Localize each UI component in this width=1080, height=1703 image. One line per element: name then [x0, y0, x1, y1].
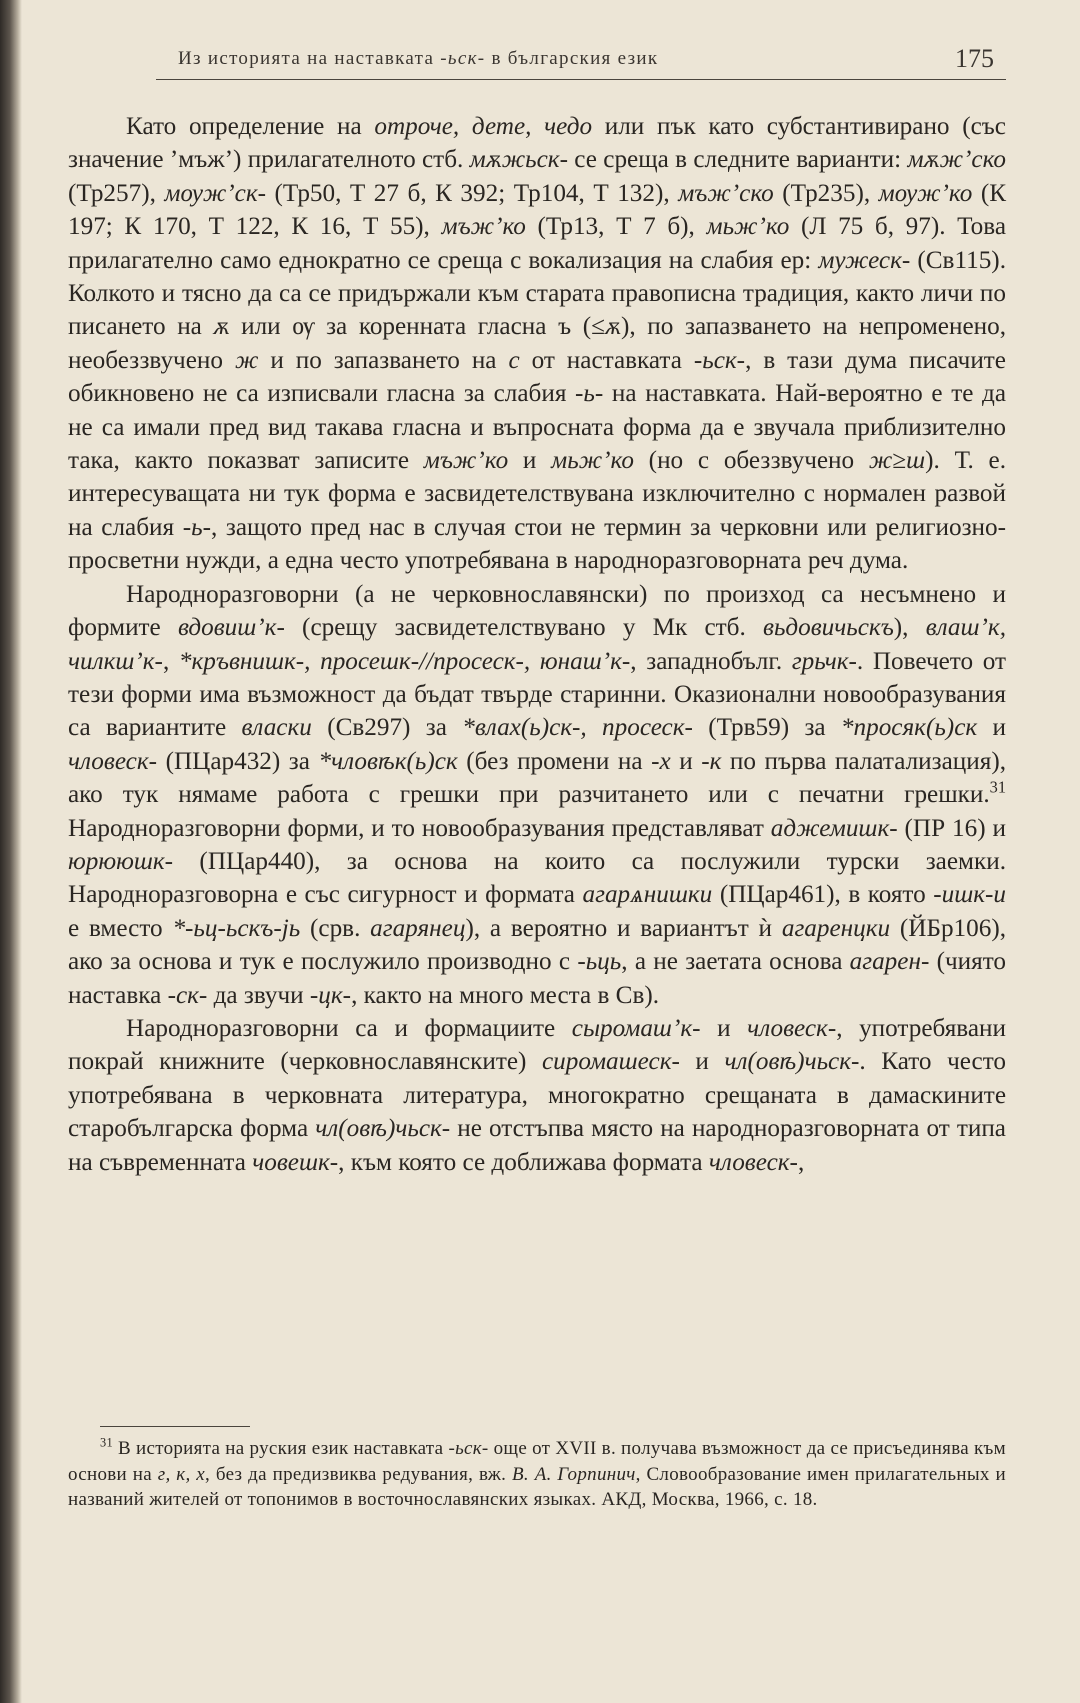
italic-run: -ишк-и — [933, 881, 1007, 909]
footnote-ref: 31 — [100, 1435, 113, 1450]
italic-run: мъж’ко — [441, 213, 526, 241]
text-run: не отстъпва място на народноразговорната от типа на съвременната — [68, 1115, 1006, 1176]
italic-run: аджемишк- — [770, 814, 898, 842]
text-run: (ПР 16) и — [897, 814, 1007, 842]
italic-run: *влах(ь)ск-, просеск- — [462, 714, 693, 742]
text-run: (Св115). Колкото и тясно да са се придържали към старата правописна традиция, както личи по писането на — [68, 246, 1006, 341]
italic-run: ѫ — [604, 313, 621, 341]
paragraph — [68, 110, 1006, 578]
text-run: (Л 75 б, 97). Това прилагателно само еднократно се среща с вокализация на слабия ер: — [68, 213, 1007, 274]
italic-run: В. А. Горпинич — [511, 1463, 636, 1485]
italic-run: ж — [868, 447, 893, 475]
italic-run: отроче, дете, чедо — [374, 113, 593, 140]
text-run: по първа палатализация), ако тук нямаме работа с грешки при разчитането или с печатни грешки. — [68, 747, 1007, 809]
text-run: . Повечето от тези форми има възможност да бъдат твърде старинни. Оказионални новообразувания са вариантите — [68, 647, 1006, 742]
text-run: и — [670, 747, 702, 775]
text-run: (ПЦар440), за основа на които са послужили турски заемки. Народноразговорна е със сигурност и формата — [68, 847, 1006, 909]
italic-run: -ск- — [167, 981, 208, 1009]
body-text — [68, 110, 1006, 1179]
italic-run: мѫжьск- — [469, 146, 568, 174]
italic-run: агарен- — [849, 948, 930, 976]
paragraph — [68, 578, 1006, 1012]
text-run: , както на много места в Св). — [351, 981, 660, 1009]
text-run: В историята на руския език наставката — [112, 1438, 449, 1459]
italic-run: мѫж’ско — [907, 146, 1006, 174]
italic-run: агарѧнишки — [582, 881, 713, 909]
italic-run: мѹж’ко — [878, 179, 973, 207]
italic-run: сыромаш’к- — [571, 1014, 701, 1042]
text-run: , — [162, 647, 179, 675]
italic-run: *чловѣк(ь)ск — [318, 747, 458, 775]
text-run: Като определение на — [126, 113, 375, 140]
italic-run: -цк- — [309, 981, 352, 1009]
text-run: Народноразговорни са и формациите — [126, 1014, 572, 1042]
italic-run: агарянец — [370, 914, 466, 942]
text-run: (Тр13, Т 7 б), — [525, 213, 707, 241]
italic-run: власки — [241, 714, 312, 742]
text-run: (срещу засвидетелствувано у Мк стб. — [284, 614, 764, 642]
italic-run: чловеск- — [747, 1014, 837, 1042]
text-run: още от XVII в. получава възможност да се присъединява към основи на — [68, 1438, 1007, 1485]
italic-run: *просяк(ь)ск — [840, 714, 978, 742]
text-run: Народноразговорни форми, и то новообразувания представляват — [68, 814, 771, 842]
text-run: , западнобълг. — [630, 647, 792, 675]
text-run: (ПЦар461), в която — [712, 881, 934, 909]
text-run: , към която се доближава формата — [338, 1148, 709, 1176]
italic-run: -к — [701, 747, 722, 775]
text-run: . Като често употребявана в черковната литература, многократно срещаната в дамаскините старобългарска форма — [68, 1048, 1007, 1143]
italic-run: -ьск- — [448, 1438, 489, 1459]
italic-run: -ьск- — [693, 346, 746, 374]
italic-run: ж — [234, 346, 259, 374]
text-run: ), — [893, 614, 926, 642]
italic-run: сиромашеск- — [541, 1048, 680, 1076]
italic-run: *-ьц-ьскъ-jь — [172, 914, 301, 942]
header-rule — [156, 79, 1006, 80]
text-run: (чиято наставка — [68, 948, 1007, 1009]
italic-run: чловеск- — [708, 1148, 798, 1176]
text-run: и — [508, 447, 552, 475]
text-run: , Словообразование имен прилагательных и названий жителей от топонимов в восточнославянских языках. АКД, Москва, 1966, с. 18. — [68, 1463, 1006, 1510]
italic-run: мѹж’ск- — [164, 179, 267, 207]
text-run: , — [797, 1148, 805, 1176]
italic-run: чл(овѣ)чьск- — [315, 1115, 451, 1143]
italic-run: вьдовичьскъ — [763, 614, 894, 642]
text-run: (Тр257), — [68, 179, 165, 207]
italic-run: мужеск- — [818, 246, 911, 274]
italic-run: -ь- — [182, 513, 211, 541]
text-run: и по запазването на — [258, 346, 509, 374]
footnote-text — [68, 1436, 1006, 1513]
italic-run: чл(овѣ)чьск- — [724, 1048, 860, 1076]
italic-run: ѫ — [213, 313, 230, 341]
text-run: (Трв59) за — [692, 714, 841, 742]
text-run: (ПЦар432) за — [157, 747, 319, 775]
text-run: , употребявани покрай книжните (черковнославянските) — [68, 1014, 1006, 1076]
text-run: (Св297) за — [311, 714, 463, 742]
text-run: Народноразговорни (а не черковнославянски) по произход са несъмнено и формите — [68, 580, 1006, 642]
running-header — [156, 44, 1006, 84]
italic-run: юрююшк- — [68, 847, 174, 875]
text-run: ≥ — [892, 447, 907, 475]
running-title: Из историята на наставката -ьск- в българския език — [178, 48, 659, 69]
text-run: или пък като субстантивирано (със значение ’мъж’) прилагателното стб. — [68, 113, 1006, 174]
italic-run: човешк- — [252, 1148, 339, 1176]
text-run: и — [977, 714, 1006, 742]
text-run: (Тр235), — [773, 179, 879, 207]
italic-run: ш — [906, 447, 926, 475]
text-run: е вместо — [68, 914, 173, 942]
text-run: , без да предизвиква редувания, вж. — [205, 1463, 512, 1485]
footnote — [68, 1436, 1006, 1513]
text-run: и — [700, 1014, 748, 1042]
italic-run: вдовиш’к- — [177, 614, 285, 642]
text-run: от наставката — [519, 346, 694, 374]
italic-run: грьчк- — [791, 647, 857, 675]
text-run: , в тази дума писачите обикновено не са изписвали гласна за слабия — [68, 346, 1006, 408]
text-run: се среща в следните варианти: — [567, 146, 908, 174]
italic-run: чловеск- — [68, 747, 158, 775]
book-binding-shadow — [0, 0, 22, 1703]
text-run: ), а вероятно и вариантът ѝ — [465, 914, 782, 942]
text-run: (срв. — [300, 914, 371, 942]
italic-run: влаш’к, чилкш’к- — [68, 614, 1007, 675]
page-number: 175 — [955, 44, 994, 73]
text-run: , а не заетата основа — [621, 948, 850, 976]
text-run: (без промени на — [457, 747, 652, 775]
footnote-ref: 31 — [989, 777, 1006, 797]
text-run: и — [679, 1048, 725, 1076]
text-run: (ЙБр106), ако за основа и тук е послужило производно с — [68, 914, 1007, 976]
text-run: ), по запазването на непроменено, необеззвучено — [68, 313, 1006, 374]
italic-run: с — [508, 346, 520, 374]
italic-run: г, к, х — [157, 1463, 206, 1485]
italic-run: -ьць — [577, 948, 622, 976]
text-run: на наставката. Най-вероятно е те да не са имали пред вид такава гласна и въпросната форма да е звучала приблизително така, както показват записите — [68, 380, 1006, 475]
paragraph — [68, 1012, 1006, 1179]
italic-run: мъж’ско — [678, 179, 774, 207]
text-run: да звучи — [207, 981, 310, 1009]
italic-run: -х — [651, 747, 671, 775]
text-run: (К 197; К 170, Т 122, К 16, Т 55), — [68, 179, 1007, 241]
italic-run: -ь- — [575, 380, 604, 408]
italic-run: *кръвнишк-, просешк-//просеск-, юнаш’к- — [178, 647, 631, 675]
italic-run: мьж’ко — [706, 213, 790, 241]
italic-run: мьж’ко — [551, 447, 634, 475]
text-run: (но с обеззвучено — [633, 447, 869, 475]
text-run: или ѹ за коренната гласна ъ (≤ — [229, 313, 605, 341]
italic-run: мъж’ко — [423, 447, 509, 475]
text-run: (Тр50, Т 27 б, К 392; Тр104, Т 132), — [266, 179, 679, 207]
text-run: , защото пред нас в случая стои не термин за черковни или религиозно-просветни нужди, а една често употребявана в народноразговорната реч дума. — [68, 513, 1007, 575]
footnote-rule — [100, 1426, 250, 1427]
text-run: ). Т. е. интересуващата ни тук форма е засвидетелствувана изключително с нормален развой на слабия — [68, 447, 1006, 541]
italic-run: агаренцки — [781, 914, 891, 942]
